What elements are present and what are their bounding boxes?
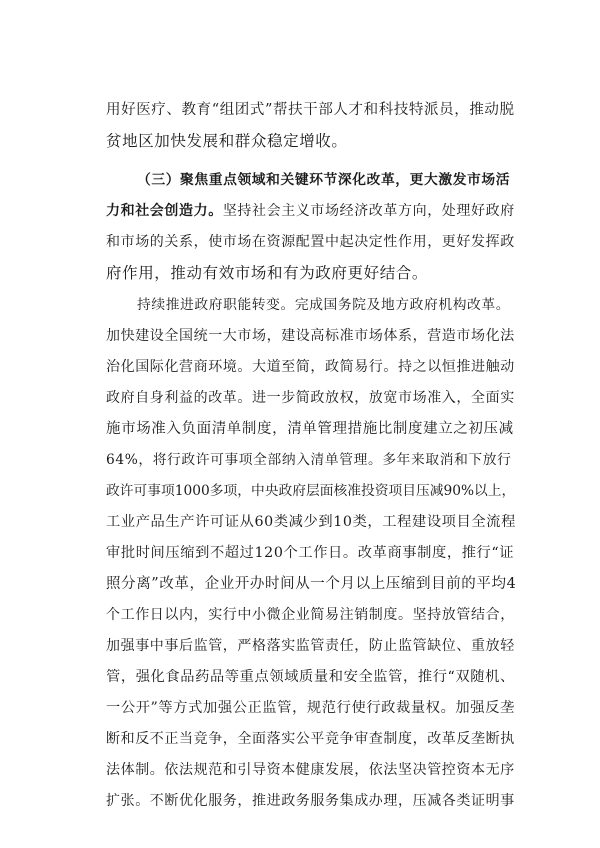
text-line: 治化国际化营商环境。大道至简，政简易行。持之以恒推进触动	[106, 359, 515, 375]
text-line: 审批时间压缩到不超过120个工作日。改革商事制度，推行“证	[106, 545, 515, 561]
text-line: 加快建设全国统一大市场，建设高标准市场体系，营造市场化法	[106, 328, 515, 344]
text-line: 法体制。依法规范和引导资本健康发展，依法坚决管控资本无序	[106, 762, 515, 778]
text-line: 贫地区加快发展和群众稳定增收。	[106, 132, 348, 150]
text-line: 管，强化食品药品等重点领域质量和安全监管，推行“双随机、	[106, 669, 515, 685]
text-span: 坚持社会主义市场经济改革方向，处理好政府	[222, 203, 515, 219]
text-line: 政许可事项1000多项，中央政府层面核准投资项目压减90%以上，	[106, 483, 516, 499]
section-heading-continuation: 力和社会创造力。	[106, 203, 223, 219]
text-line: 政府自身利益的改革。进一步简政放权，放宽市场准入，全面实	[106, 390, 515, 406]
text-line: 施市场准入负面清单制度，清单管理措施比制度建立之初压减	[106, 421, 514, 437]
text-line: 府作用，推动有效市场和有为政府更好结合。	[106, 264, 429, 282]
text-line: 加强事中事后监管，严格落实监管责任，防止监管缺位、重放轻	[106, 638, 515, 654]
text-line: 64%，将行政许可事项全部纳入清单管理。多年来取消和下放行	[106, 452, 512, 468]
text-line: 和市场的关系，使市场在资源配置中起决定性作用，更好发挥政	[106, 234, 515, 250]
text-line: 一公开”等方式加强公正监管，规范行使行政裁量权。加强反垄	[106, 700, 515, 716]
text-line: 工业产品生产许可证从60类减少到10类，工程建设项目全流程	[106, 514, 516, 530]
text-line: 用好医疗、教育“组团式”帮扶干部人才和科技特派员，推动脱	[106, 102, 515, 118]
text-line: 照分离”改革，企业开办时间从一个月以上压缩到目前的平均4	[106, 576, 517, 592]
text-line	[106, 196, 515, 226]
text-line: 个工作日以内，实行中小微企业简易注销制度。坚持放管结合，	[106, 607, 515, 623]
text-line: 扩张。不断优化服务，推进政务服务集成办理，压减各类证明事	[106, 793, 515, 809]
text-line: 持续推进政府职能转变。完成国务院及地方政府机构改革。	[137, 297, 511, 313]
section-heading: （三）聚焦重点领域和关键环节深化改革，更大激发市场活	[137, 172, 511, 188]
text-line: 断和反不正当竞争，全面落实公平竞争审查制度，改革反垄断执	[106, 731, 515, 747]
